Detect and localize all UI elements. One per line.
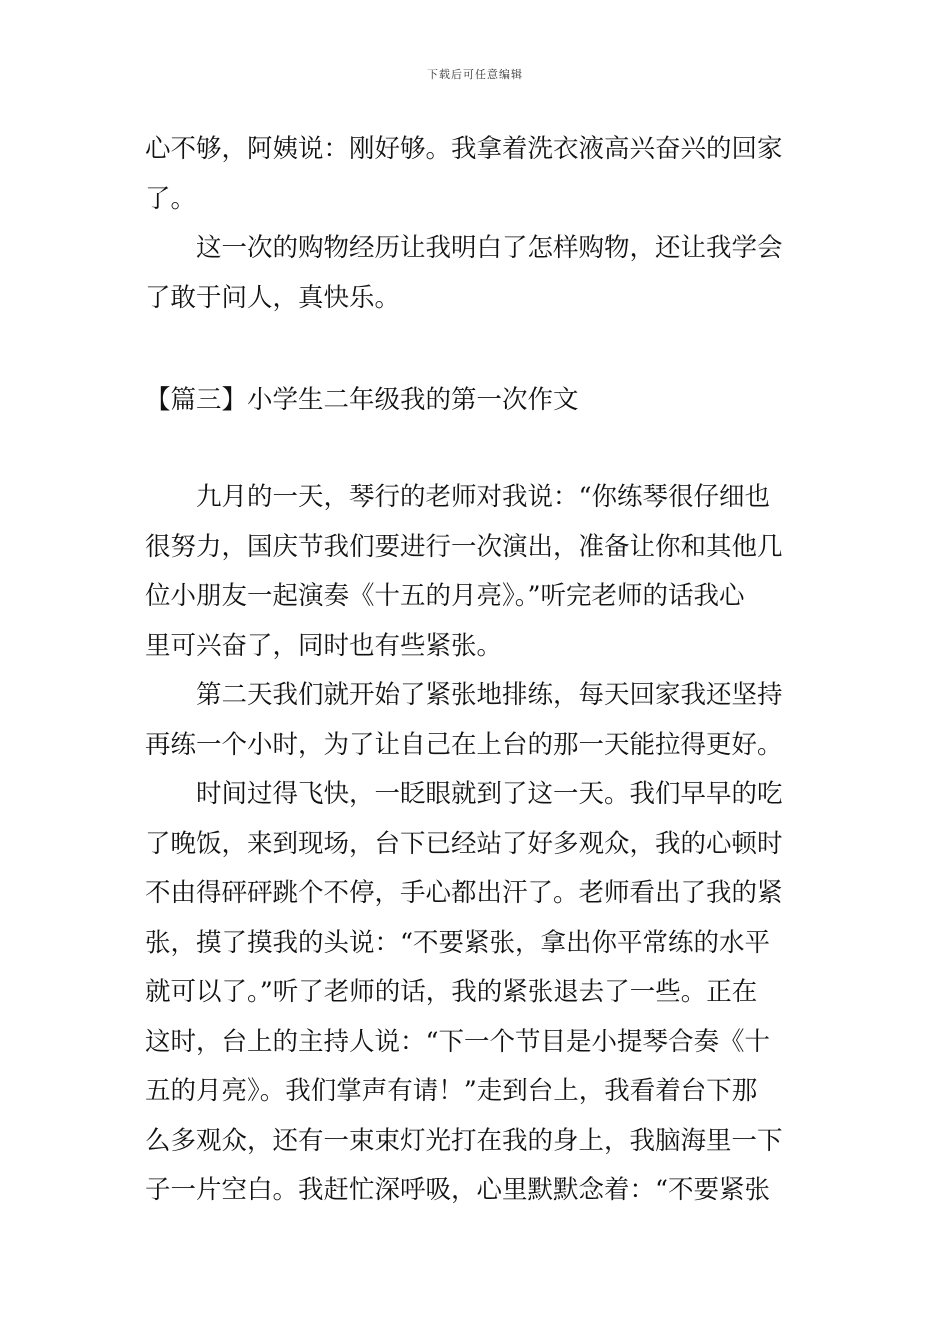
paragraph-line: 时间过得飞快，一眨眼就到了这一天。我们早早的吃 (145, 779, 783, 809)
paragraph-line: 这时，台上的主持人说：“下一个节目是小提琴合奏《十 (145, 1026, 771, 1057)
paragraph-line: 子一片空白。我赶忙深呼吸，心里默默念着：“不要紧张 (145, 1175, 771, 1205)
paragraph-line: 九月的一天，琴行的老师对我说：“你练琴很仔细也 (145, 482, 771, 512)
paragraph-line: 很努力，国庆节我们要进行一次演出，准备让你和其他几 (145, 531, 783, 562)
paragraph-line: 了敢于问人，真快乐。 (145, 282, 401, 313)
paragraph-line: 这一次的购物经历让我明白了怎样购物，还让我学会 (145, 233, 783, 263)
paragraph-4 (145, 671, 810, 770)
paragraph-line: 心不够，阿姨说：刚好够。我拿着洗衣液高兴奋兴的回家 (145, 134, 783, 164)
paragraph-line: 么多观众，还有一束束灯光打在我的身上，我脑海里一下 (145, 1125, 783, 1156)
paragraph-line: 了晚饭，来到现场，台下已经站了好多观众，我的心顿时 (145, 828, 783, 859)
paragraph-3 (145, 473, 810, 671)
paragraph-2 (145, 224, 810, 323)
paragraph-line: 里可兴奋了，同时也有些紧张。 (145, 630, 503, 661)
paragraph-5 (145, 770, 810, 1216)
paragraph-line: 张，摸了摸我的头说：“不要紧张，拿出你平常练的水平 (145, 927, 771, 958)
paragraph-line: 再练一个小时，为了让自己在上台的那一天能拉得更好。 (145, 729, 783, 760)
paragraph-line: 不由得砰砰跳个不停，手心都出汗了。老师看出了我的紧 (145, 878, 783, 908)
paragraph-1 (145, 125, 810, 224)
paragraph-line: 第二天我们就开始了紧张地排练，每天回家我还坚持 (145, 680, 783, 710)
paragraph-line: 五的月亮》。我们掌声有请！”走到台上，我看着台下那 (145, 1076, 758, 1106)
page-header-note: 下载后可任意编辑 (427, 68, 523, 81)
paragraph-line: 了。 (145, 183, 197, 214)
section-heading: 【篇三】小学生二年级我的第一次作文 (145, 385, 579, 415)
paragraph-line: 位小朋友一起演奏《十五的月亮》。”听完老师的话我心 (145, 581, 745, 611)
paragraph-line: 就可以了。”听了老师的话，我的紧张退去了一些。正在 (145, 977, 758, 1007)
